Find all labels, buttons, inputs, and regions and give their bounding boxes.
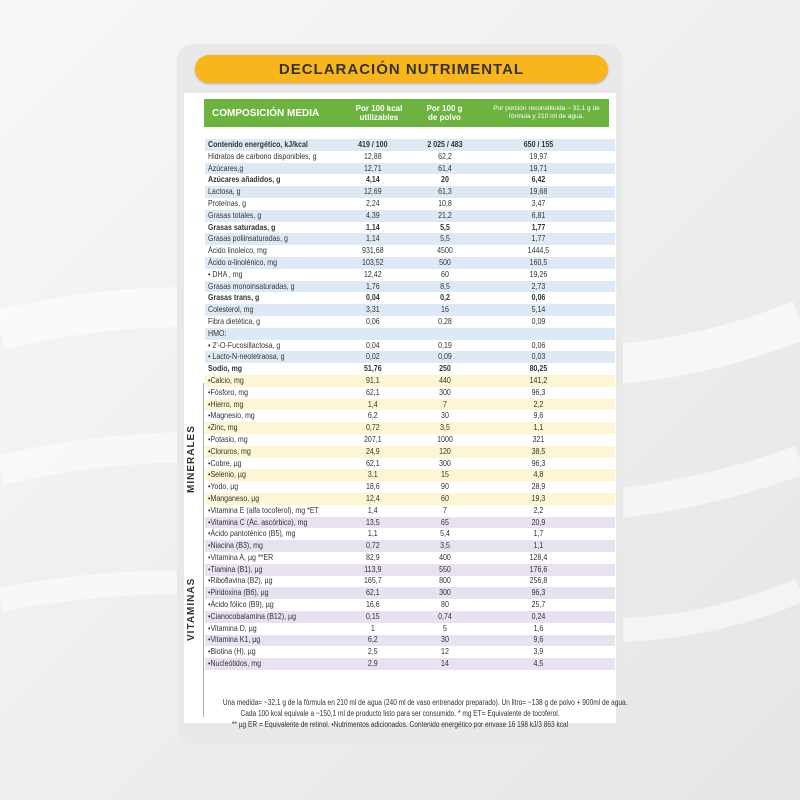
value-per-100kcal: 165,7 — [363, 575, 382, 586]
footer-notes — [184, 697, 628, 730]
value-per-100kcal: 91,1 — [365, 374, 380, 385]
value-per-portion: 141,2 — [529, 374, 548, 385]
value-per-portion: 6,42 — [531, 174, 546, 185]
value-per-100g: 8,5 — [440, 280, 450, 291]
row-label: Lactosa, g — [208, 186, 241, 197]
table-rows — [208, 139, 608, 670]
table-row — [208, 375, 608, 387]
value-per-100kcal: 1,4 — [367, 504, 378, 515]
value-per-portion: 0,06 — [531, 339, 546, 350]
value-per-portion: 128,4 — [529, 551, 548, 562]
footer-line-2: Cada 100 kcal equivale a ~150,1 ml de producto listo para ser consumido. * mg ET= Equivalente de tocoferol. — [240, 709, 560, 718]
table-row — [208, 587, 608, 599]
row-label: Hidratos de carbono disponibles, g — [208, 150, 317, 161]
value-per-portion: 1,1 — [533, 540, 544, 551]
value-per-100kcal: 12,88 — [363, 150, 382, 161]
row-label: Grasas monoinsaturadas, g — [208, 280, 295, 291]
value-per-portion: 9,6 — [533, 410, 544, 421]
value-per-portion: 650 / 155 — [523, 139, 554, 149]
value-per-100kcal: 3,31 — [365, 304, 380, 315]
row-label: •Niacina (B3), mg — [208, 540, 263, 551]
value-per-100kcal: 6,2 — [367, 634, 378, 645]
value-per-100g: 5,4 — [440, 528, 450, 539]
row-label: •Hierro, mg — [208, 398, 244, 409]
value-per-100kcal: 1,76 — [365, 280, 380, 291]
table-row — [208, 493, 608, 505]
value-per-100kcal: 2,5 — [367, 646, 378, 657]
value-per-portion: 96,3 — [531, 386, 546, 397]
section-vitaminas-label: VITAMINAS — [186, 577, 197, 641]
value-per-portion: 38,5 — [531, 445, 546, 456]
row-label: •Vitamina D, µg — [208, 622, 257, 633]
value-per-100kcal: 207,1 — [363, 433, 382, 444]
row-label: • DHA , mg — [208, 268, 243, 279]
row-label: •Vitamina A, µg **ER — [208, 551, 274, 562]
row-label: Ácido linoleico, mg — [208, 245, 267, 256]
value-per-100g: 20 — [441, 174, 449, 185]
row-label: Grasas trans, g — [208, 292, 260, 303]
row-label: •Fósforo, mg — [208, 386, 249, 397]
value-per-100g: 800 — [439, 575, 451, 586]
value-per-portion: 2,73 — [531, 280, 546, 291]
value-per-100g: 14 — [441, 658, 449, 669]
value-per-portion: 28,9 — [531, 481, 546, 492]
value-per-100g: 0,2 — [440, 292, 450, 303]
table-row — [208, 151, 608, 163]
value-per-100kcal: 0,15 — [365, 610, 380, 621]
value-per-100g: 10,8 — [438, 197, 452, 208]
table-row — [208, 245, 608, 257]
value-per-100g: 61,4 — [438, 162, 452, 173]
value-per-100kcal: 82,9 — [365, 551, 380, 562]
value-per-100g: 1000 — [437, 433, 453, 444]
value-per-100g: 5,5 — [440, 233, 450, 244]
value-per-100g: 65 — [441, 516, 449, 527]
header-per-100kcal: Por 100 kcal utilizables — [355, 104, 403, 122]
header-per-portion: Por porción reconstituida ~ 32,1 g de fórmula y 210 ml de agua. — [493, 105, 600, 120]
value-per-100g: 7 — [443, 398, 447, 409]
section-minerales — [184, 385, 202, 525]
value-per-100kcal: 51,76 — [363, 363, 382, 374]
section-vitaminas — [184, 525, 202, 715]
table-row — [208, 528, 608, 540]
row-label: Grasas poliinsaturadas, g — [208, 233, 288, 244]
value-per-100g: 500 — [439, 256, 451, 267]
value-per-100g: 3,5 — [440, 540, 450, 551]
value-per-portion: 0,03 — [531, 351, 546, 362]
value-per-100kcal: 0,06 — [365, 315, 380, 326]
row-label: •Piridoxina (B6), µg — [208, 587, 269, 598]
value-per-portion: 321 — [532, 433, 545, 444]
value-per-100g: 60 — [441, 492, 449, 503]
value-per-100kcal: 62,1 — [365, 587, 380, 598]
value-per-portion: 256,8 — [529, 575, 548, 586]
row-label: •Cobre, µg — [208, 457, 242, 468]
value-per-100kcal: 62,1 — [365, 457, 380, 468]
value-per-portion: 19,97 — [529, 150, 548, 161]
table-row — [208, 575, 608, 587]
value-per-100g: 30 — [441, 634, 449, 645]
value-per-100g: 5,5 — [440, 221, 450, 232]
value-per-100g: 60 — [441, 268, 449, 279]
value-per-portion: 25,7 — [531, 599, 546, 610]
value-per-100g: 61,3 — [438, 186, 452, 197]
value-per-100kcal: 2,24 — [365, 197, 380, 208]
table-row — [208, 222, 608, 234]
value-per-portion: 4,8 — [533, 469, 544, 480]
value-per-portion: 19,26 — [529, 268, 548, 279]
value-per-portion: 0,06 — [531, 292, 546, 303]
value-per-100kcal: 0,72 — [365, 540, 380, 551]
table-row — [208, 186, 608, 198]
value-per-100g: 0,19 — [438, 339, 452, 350]
row-label: •Manganeso, µg — [208, 492, 260, 503]
table-row — [208, 363, 608, 375]
table-row — [208, 316, 608, 328]
row-label: •Tiamina (B1), µg — [208, 563, 263, 574]
value-per-portion: 19,3 — [531, 492, 546, 503]
value-per-100g: 0,28 — [438, 315, 452, 326]
row-label: Colesterol, mg — [208, 304, 254, 315]
value-per-100kcal: 1,1 — [367, 528, 378, 539]
value-per-portion: 1,77 — [531, 221, 546, 232]
table-row — [208, 410, 608, 422]
value-per-100g: 400 — [439, 551, 451, 562]
value-per-100kcal: 0,04 — [365, 292, 380, 303]
table-row — [208, 233, 608, 245]
value-per-portion: 80,25 — [529, 363, 548, 374]
value-per-100kcal: 6,2 — [367, 410, 378, 421]
value-per-portion: 1,6 — [533, 622, 544, 633]
row-label: •Yodo, µg — [208, 481, 239, 492]
value-per-100g: 62,2 — [438, 150, 452, 161]
row-label: •Nucleótidos, mg — [208, 658, 262, 669]
value-per-100g: 300 — [439, 457, 451, 468]
value-per-portion: 6,81 — [531, 209, 546, 220]
row-label: •Potasio, mg — [208, 433, 248, 444]
row-label: Contenido energético, kJ/kcal — [208, 139, 308, 149]
row-label: •Magnesio, mg — [208, 410, 255, 421]
table-row — [208, 434, 608, 446]
header-composition: COMPOSICIÓN MEDIA — [212, 107, 320, 119]
table-row — [208, 646, 608, 658]
row-label: •Zinc, mg — [208, 422, 238, 433]
row-label: Grasas saturadas, g — [208, 221, 276, 232]
row-label: •Biotina (H), µg — [208, 646, 256, 657]
table-row — [208, 174, 608, 186]
value-per-100kcal: 12,42 — [363, 268, 382, 279]
value-per-portion: 0,24 — [531, 610, 546, 621]
value-per-100kcal: 12,69 — [363, 186, 382, 197]
row-label: •Selenio, µg — [208, 469, 246, 480]
value-per-100kcal: 1,4 — [367, 398, 378, 409]
value-per-100kcal: 4,39 — [365, 209, 380, 220]
value-per-portion: 176,6 — [529, 563, 548, 574]
value-per-100g: 3,5 — [440, 422, 450, 433]
value-per-100g: 250 — [439, 363, 451, 374]
table-row — [208, 481, 608, 493]
table-row — [208, 292, 608, 304]
value-per-100g: 7 — [443, 504, 447, 515]
value-per-100kcal: 931,68 — [362, 245, 384, 256]
table-row — [208, 634, 608, 646]
value-per-100kcal: 1,14 — [365, 233, 380, 244]
value-per-100kcal: 0,02 — [365, 351, 380, 362]
table-row — [208, 328, 608, 340]
row-label: •Riboflavina (B2), µg — [208, 575, 273, 586]
row-label: Ácido α-linolénico, mg — [208, 256, 278, 267]
table-row — [208, 387, 608, 399]
value-per-portion: 3,9 — [533, 646, 544, 657]
section-minerales-label: MINERALES — [186, 425, 197, 493]
row-label: HMO: — [208, 327, 227, 338]
value-per-portion: 1,77 — [531, 233, 546, 244]
value-per-100kcal: 4,14 — [365, 174, 380, 185]
value-per-100g: 300 — [439, 386, 451, 397]
table-row — [208, 210, 608, 222]
row-label: •Vitamina C (Ác. ascórbico), mg — [208, 516, 308, 527]
value-per-100kcal: 13,5 — [365, 516, 380, 527]
value-per-100g: 16 — [441, 304, 449, 315]
value-per-100kcal: 12,71 — [363, 162, 382, 173]
value-per-portion: 96,3 — [531, 587, 546, 598]
value-per-100g: 21,2 — [438, 209, 452, 220]
value-per-100kcal: 18,6 — [365, 481, 380, 492]
value-per-100kcal: 0,72 — [365, 422, 380, 433]
value-per-portion: 3,47 — [531, 197, 546, 208]
row-label: •Cianocobalamina (B12), µg — [208, 610, 297, 621]
value-per-100g: 440 — [439, 374, 451, 385]
row-label: •Ácido pantoténico (B5), mg — [208, 528, 296, 539]
row-label: • Lacto-N-neotetraosa, g — [208, 351, 285, 362]
footer-line-1: Una medida= ~32,1 g de la fórmula en 210 ml de agua (240 ml de vaso entrenador preparado). Un litro= ~138 g de polvo + 900ml de agua. — [222, 698, 628, 707]
table-row — [208, 281, 608, 293]
row-label: Azúcares,g — [208, 162, 244, 173]
table-row — [208, 552, 608, 564]
value-per-portion: 9,6 — [533, 634, 544, 645]
table-row — [208, 517, 608, 529]
value-per-100kcal: 16,6 — [365, 599, 380, 610]
value-per-portion: 1,7 — [533, 528, 544, 539]
table-header — [204, 99, 609, 127]
value-per-portion: 0,09 — [531, 315, 546, 326]
value-per-100g: 12 — [441, 646, 449, 657]
value-per-portion: 2,2 — [533, 504, 544, 515]
table-row — [208, 304, 608, 316]
table-row — [208, 623, 608, 635]
value-per-100kcal: 0,04 — [365, 339, 380, 350]
value-per-100g: 5 — [443, 622, 447, 633]
table-row — [208, 351, 608, 363]
row-label: • 2'-O-Fucosillactosa, g — [208, 339, 281, 350]
value-per-portion: 4,5 — [533, 658, 544, 669]
row-label: •Calcio, mg — [208, 374, 244, 385]
value-per-100g: 0,74 — [438, 610, 452, 621]
value-per-100kcal: 12,4 — [365, 492, 380, 503]
value-per-100g: 90 — [441, 481, 449, 492]
value-per-100g: 80 — [441, 599, 449, 610]
row-label: •Cloruros, mg — [208, 445, 251, 456]
value-per-portion: 2,2 — [533, 398, 544, 409]
table-row — [208, 611, 608, 623]
row-label: Grasas totales, g — [208, 209, 262, 220]
table-row — [208, 399, 608, 411]
value-per-100kcal: 3,1 — [367, 469, 378, 480]
table-row — [208, 540, 608, 552]
table-row — [208, 257, 608, 269]
value-per-portion: 1444,5 — [527, 245, 550, 256]
table-row — [208, 422, 608, 434]
value-per-100g: 0,09 — [438, 351, 452, 362]
section-divider — [203, 383, 204, 717]
row-label: Proteínas, g — [208, 197, 247, 208]
table-row — [208, 469, 608, 481]
value-per-portion: 160,5 — [529, 256, 548, 267]
value-per-portion: 1,1 — [533, 422, 544, 433]
page-title: DECLARACIÓN NUTRIMENTAL — [195, 55, 608, 83]
value-per-100kcal: 62,1 — [365, 386, 380, 397]
value-per-portion: 20,9 — [531, 516, 546, 527]
value-per-100kcal: 2,9 — [367, 658, 378, 669]
row-label: Fibra dietética, g — [208, 315, 261, 326]
row-label: Sodio, mg — [208, 363, 243, 374]
value-per-100kcal: 24,9 — [365, 445, 380, 456]
table-row — [208, 340, 608, 352]
table-row — [208, 198, 608, 210]
value-per-100g: 15 — [441, 469, 449, 480]
value-per-portion: 96,3 — [531, 457, 546, 468]
value-per-100g: 300 — [439, 587, 451, 598]
table-row — [208, 139, 608, 151]
table-row — [208, 163, 608, 175]
table-row — [208, 658, 608, 670]
value-per-portion: 5,14 — [531, 304, 546, 315]
table-row — [208, 599, 608, 611]
value-per-100kcal: 103,52 — [362, 256, 384, 267]
value-per-100kcal: 1 — [370, 622, 375, 633]
header-per-100g: Por 100 g de polvo — [426, 104, 463, 122]
table-row — [208, 564, 608, 576]
value-per-portion: 19,68 — [529, 186, 548, 197]
value-per-100kcal: 1,14 — [365, 221, 380, 232]
row-label: Azúcares añadidos, g — [208, 174, 281, 185]
row-label: •Vitamina K1, µg — [208, 634, 261, 645]
table-row — [208, 458, 608, 470]
table-row — [208, 505, 608, 517]
table-row — [208, 446, 608, 458]
value-per-portion: 19,71 — [529, 162, 548, 173]
value-per-100kcal: 419 / 100 — [358, 139, 388, 149]
value-per-100g: 120 — [439, 445, 451, 456]
value-per-100g: 4500 — [437, 245, 453, 256]
value-per-100g: 2 025 / 483 — [427, 139, 463, 149]
value-per-100g: 550 — [439, 563, 451, 574]
row-label: •Ácido fólico (B9), µg — [208, 599, 274, 610]
footer-line-3: ** µg ER = Equivalente de retinol. •Nutrimentos adicionados. Contenido energético por envase 16 198 kJ/3 863 kcal — [231, 720, 569, 729]
row-label: •Vitamina E (alfa tocoferol), mg *ET — [208, 504, 319, 515]
value-per-100g: 30 — [441, 410, 449, 421]
value-per-100kcal: 113,9 — [364, 563, 382, 574]
table-row — [208, 269, 608, 281]
